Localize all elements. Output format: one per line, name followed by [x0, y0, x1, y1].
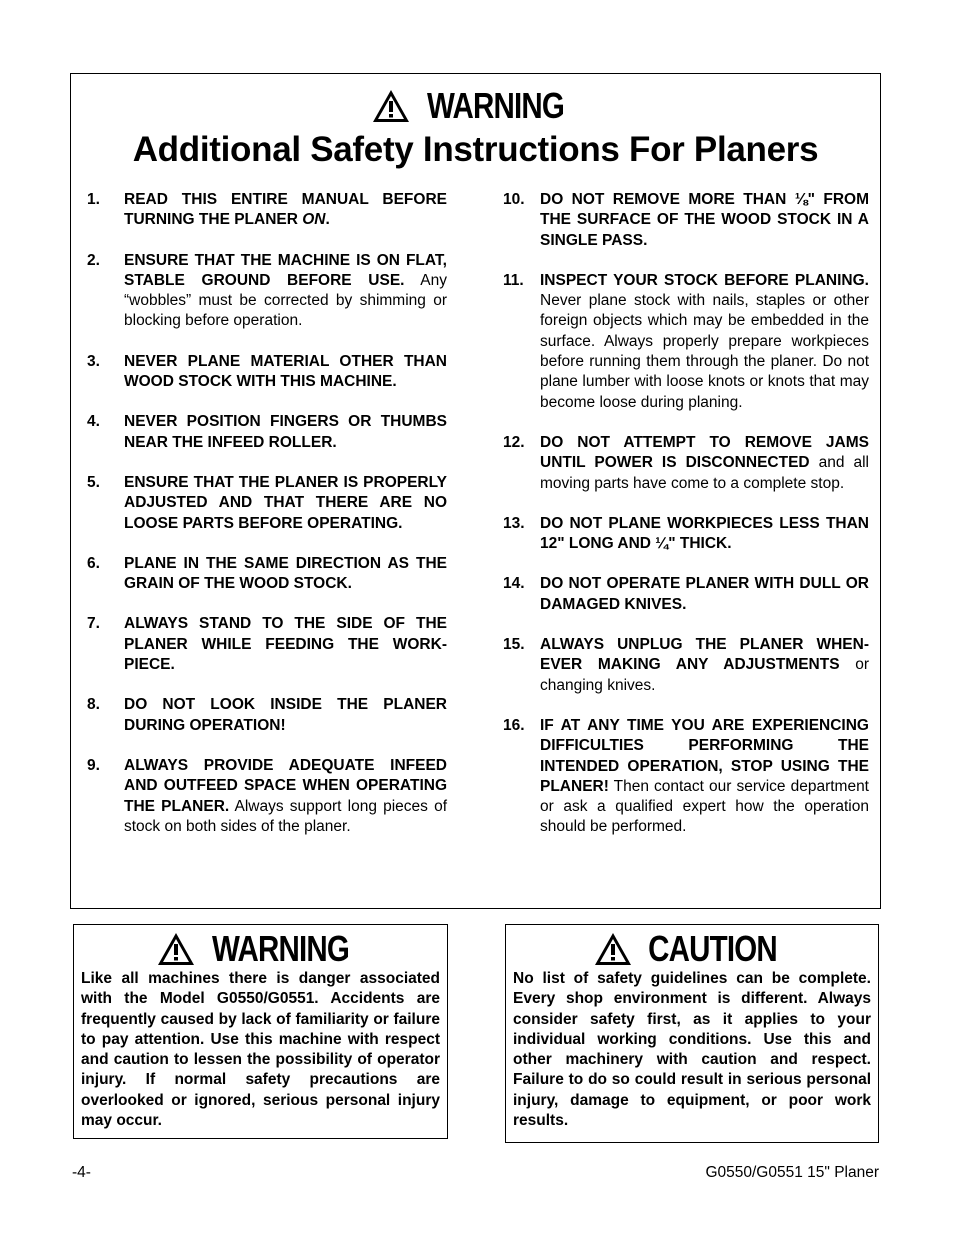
warning-triangle-icon: [157, 932, 195, 966]
warning-text: Like all machines there is danger associated with the Model G0550/G0551. Accidents are frequently caused by lack of familiarity or failure to pay attention. Use this machine with respect and caution to lessen the possibility of operator injury. If normal safety precautions are overlooked or ignored, serious personal injury may occur.: [81, 970, 440, 1130]
item-number: 7.: [87, 615, 100, 633]
instruction-item: [503, 514, 869, 555]
item-number: 8.: [87, 696, 100, 714]
instruction-item: [87, 190, 447, 231]
caution-box: [505, 924, 879, 1143]
item-emphasis: ON: [302, 211, 326, 229]
item-bold-text: DO NOT LOOK INSIDE THE PLANER DURING OPERATION!: [124, 696, 447, 734]
instruction-item: [503, 271, 869, 413]
instruction-item: [87, 756, 447, 837]
item-number: 11.: [503, 271, 524, 289]
instruction-item: [503, 574, 869, 615]
item-bold-text: PLANE IN THE SAME DIRECTION AS THE GRAIN OF THE WOOD STOCK.: [124, 554, 447, 593]
left-instruction-column: [87, 190, 447, 857]
warning-box: [73, 924, 448, 1139]
instruction-item: [87, 352, 447, 393]
caution-signal-word: CAUTION: [647, 928, 777, 969]
item-bold-text: DO NOT REMOVE MORE THAN ⅛" FROM THE SURFACE OF THE WOOD STOCK IN A SINGLE PASS.: [540, 191, 869, 249]
item-number: 14.: [503, 575, 525, 593]
item-normal-text: Always support long pieces of stock on both sides of the planer.: [124, 797, 447, 835]
instruction-item: [503, 190, 869, 251]
item-number: 4.: [87, 413, 100, 431]
main-signal-word: WARNING: [427, 85, 564, 126]
warning-triangle-icon: [594, 932, 632, 966]
item-number: 10.: [503, 191, 525, 208]
item-normal-text: Never plane stock with nails, staples or other foreign objects which may be embedded in the surface. Always properly prepare workpieces before running them through the planer. Do not plane lumber with loose knots or knots that may become loose during planing.: [540, 292, 869, 411]
right-instruction-column: [503, 190, 869, 858]
item-bold-text: ALWAYS STAND TO THE SIDE OF THE PLANER WHILE FEEDING THE WORKPIECE.: [124, 615, 447, 674]
warning-triangle-icon: [372, 89, 410, 123]
page-number: -4-: [72, 1164, 91, 1181]
instruction-item: [503, 716, 869, 838]
item-number: 12.: [503, 433, 525, 451]
instruction-item: [87, 554, 447, 595]
instruction-item: [503, 433, 869, 494]
item-normal-text: or changing knives.: [540, 656, 869, 694]
item-bold-text: ALWAYS UNPLUG THE PLANER WHENEVER MAKING ANY ADJUSTMENTS: [540, 636, 869, 674]
item-bold-text: ENSURE THAT THE PLANER IS PROPERLY ADJUSTED AND THAT THERE ARE NO LOOSE PARTS BEFORE OPERATING.: [124, 473, 447, 532]
item-number: 1.: [87, 191, 100, 208]
item-bold-text: DO NOT ATTEMPT TO REMOVE JAMS UNTIL POWER IS DISCONNECTED: [540, 433, 869, 472]
item-number: 6.: [87, 554, 100, 572]
caution-box-header: [506, 929, 878, 969]
item-normal-text: and all moving parts have come to a complete stop.: [540, 454, 870, 492]
item-number: 9.: [87, 756, 100, 774]
item-bold-text: DO NOT PLANE WORKPIECES LESS THAN 12" LONG AND ¼" THICK.: [540, 514, 869, 553]
instruction-item: [87, 412, 447, 453]
item-bold-text: INSPECT YOUR STOCK BEFORE PLANING.: [540, 271, 869, 289]
item-number: 16.: [503, 716, 525, 734]
warning-box-header: [74, 929, 447, 969]
item-number: 5.: [87, 473, 100, 491]
caution-text: No list of safety guidelines can be complete. Every shop environment is different. Always consider safety first, as it applies to your individual working conditions. Use this and other machinery with caution and respect. Failure to do so could result in serious personal injury, damage to equipment, or poor work results.: [513, 970, 871, 1130]
item-bold-text: ENSURE THAT THE MACHINE IS ON FLAT, STABLE GROUND BEFORE USE.: [124, 251, 447, 289]
page-title: Additional Safety Instructions For Planers: [132, 130, 819, 169]
warning-signal-word: WARNING: [212, 928, 349, 969]
item-bold-text: NEVER POSITION FINGERS OR THUMBS NEAR THE INFEED ROLLER.: [124, 413, 447, 451]
instruction-item: [87, 695, 447, 736]
instruction-item: [87, 614, 447, 675]
instruction-item: [503, 635, 869, 696]
item-number: 2.: [87, 251, 100, 269]
instruction-item: [87, 473, 447, 534]
item-bold-text: NEVER PLANE MATERIAL OTHER THAN WOOD STOCK WITH THIS MACHINE.: [124, 352, 447, 391]
item-bold-text: READ THIS ENTIRE MANUAL BEFORE TURNING THE PLANER: [124, 191, 447, 229]
footer-model: G0550/G0551 15" Planer: [705, 1164, 879, 1181]
item-number: 3.: [87, 352, 100, 370]
item-bold-text: ALWAYS PROVIDE ADEQUATE INFEED AND OUTFEED SPACE WHEN OPERATING THE PLANER.: [124, 756, 447, 815]
item-number: 15.: [503, 636, 525, 654]
item-normal-text: Then contact our service department or ask a qualified expert how the operation should be performed.: [540, 777, 869, 836]
safety-instructions-box: [70, 73, 881, 909]
main-warning-header: [71, 86, 880, 126]
item-bold-tail: .: [325, 211, 330, 229]
instruction-item: [87, 251, 447, 332]
item-bold-text: IF AT ANY TIME YOU ARE EXPERIENCING DIFFICULTIES PERFORMING THE INTENDED OPERATION, STOP USING THE PLANER!: [540, 716, 869, 795]
item-number: 13.: [503, 514, 525, 532]
item-normal-text: Any “wobbles” must be corrected by shimming or blocking before operation.: [124, 271, 447, 330]
item-bold-text: DO NOT OPERATE PLANER WITH DULL OR DAMAGED KNIVES.: [540, 575, 869, 613]
